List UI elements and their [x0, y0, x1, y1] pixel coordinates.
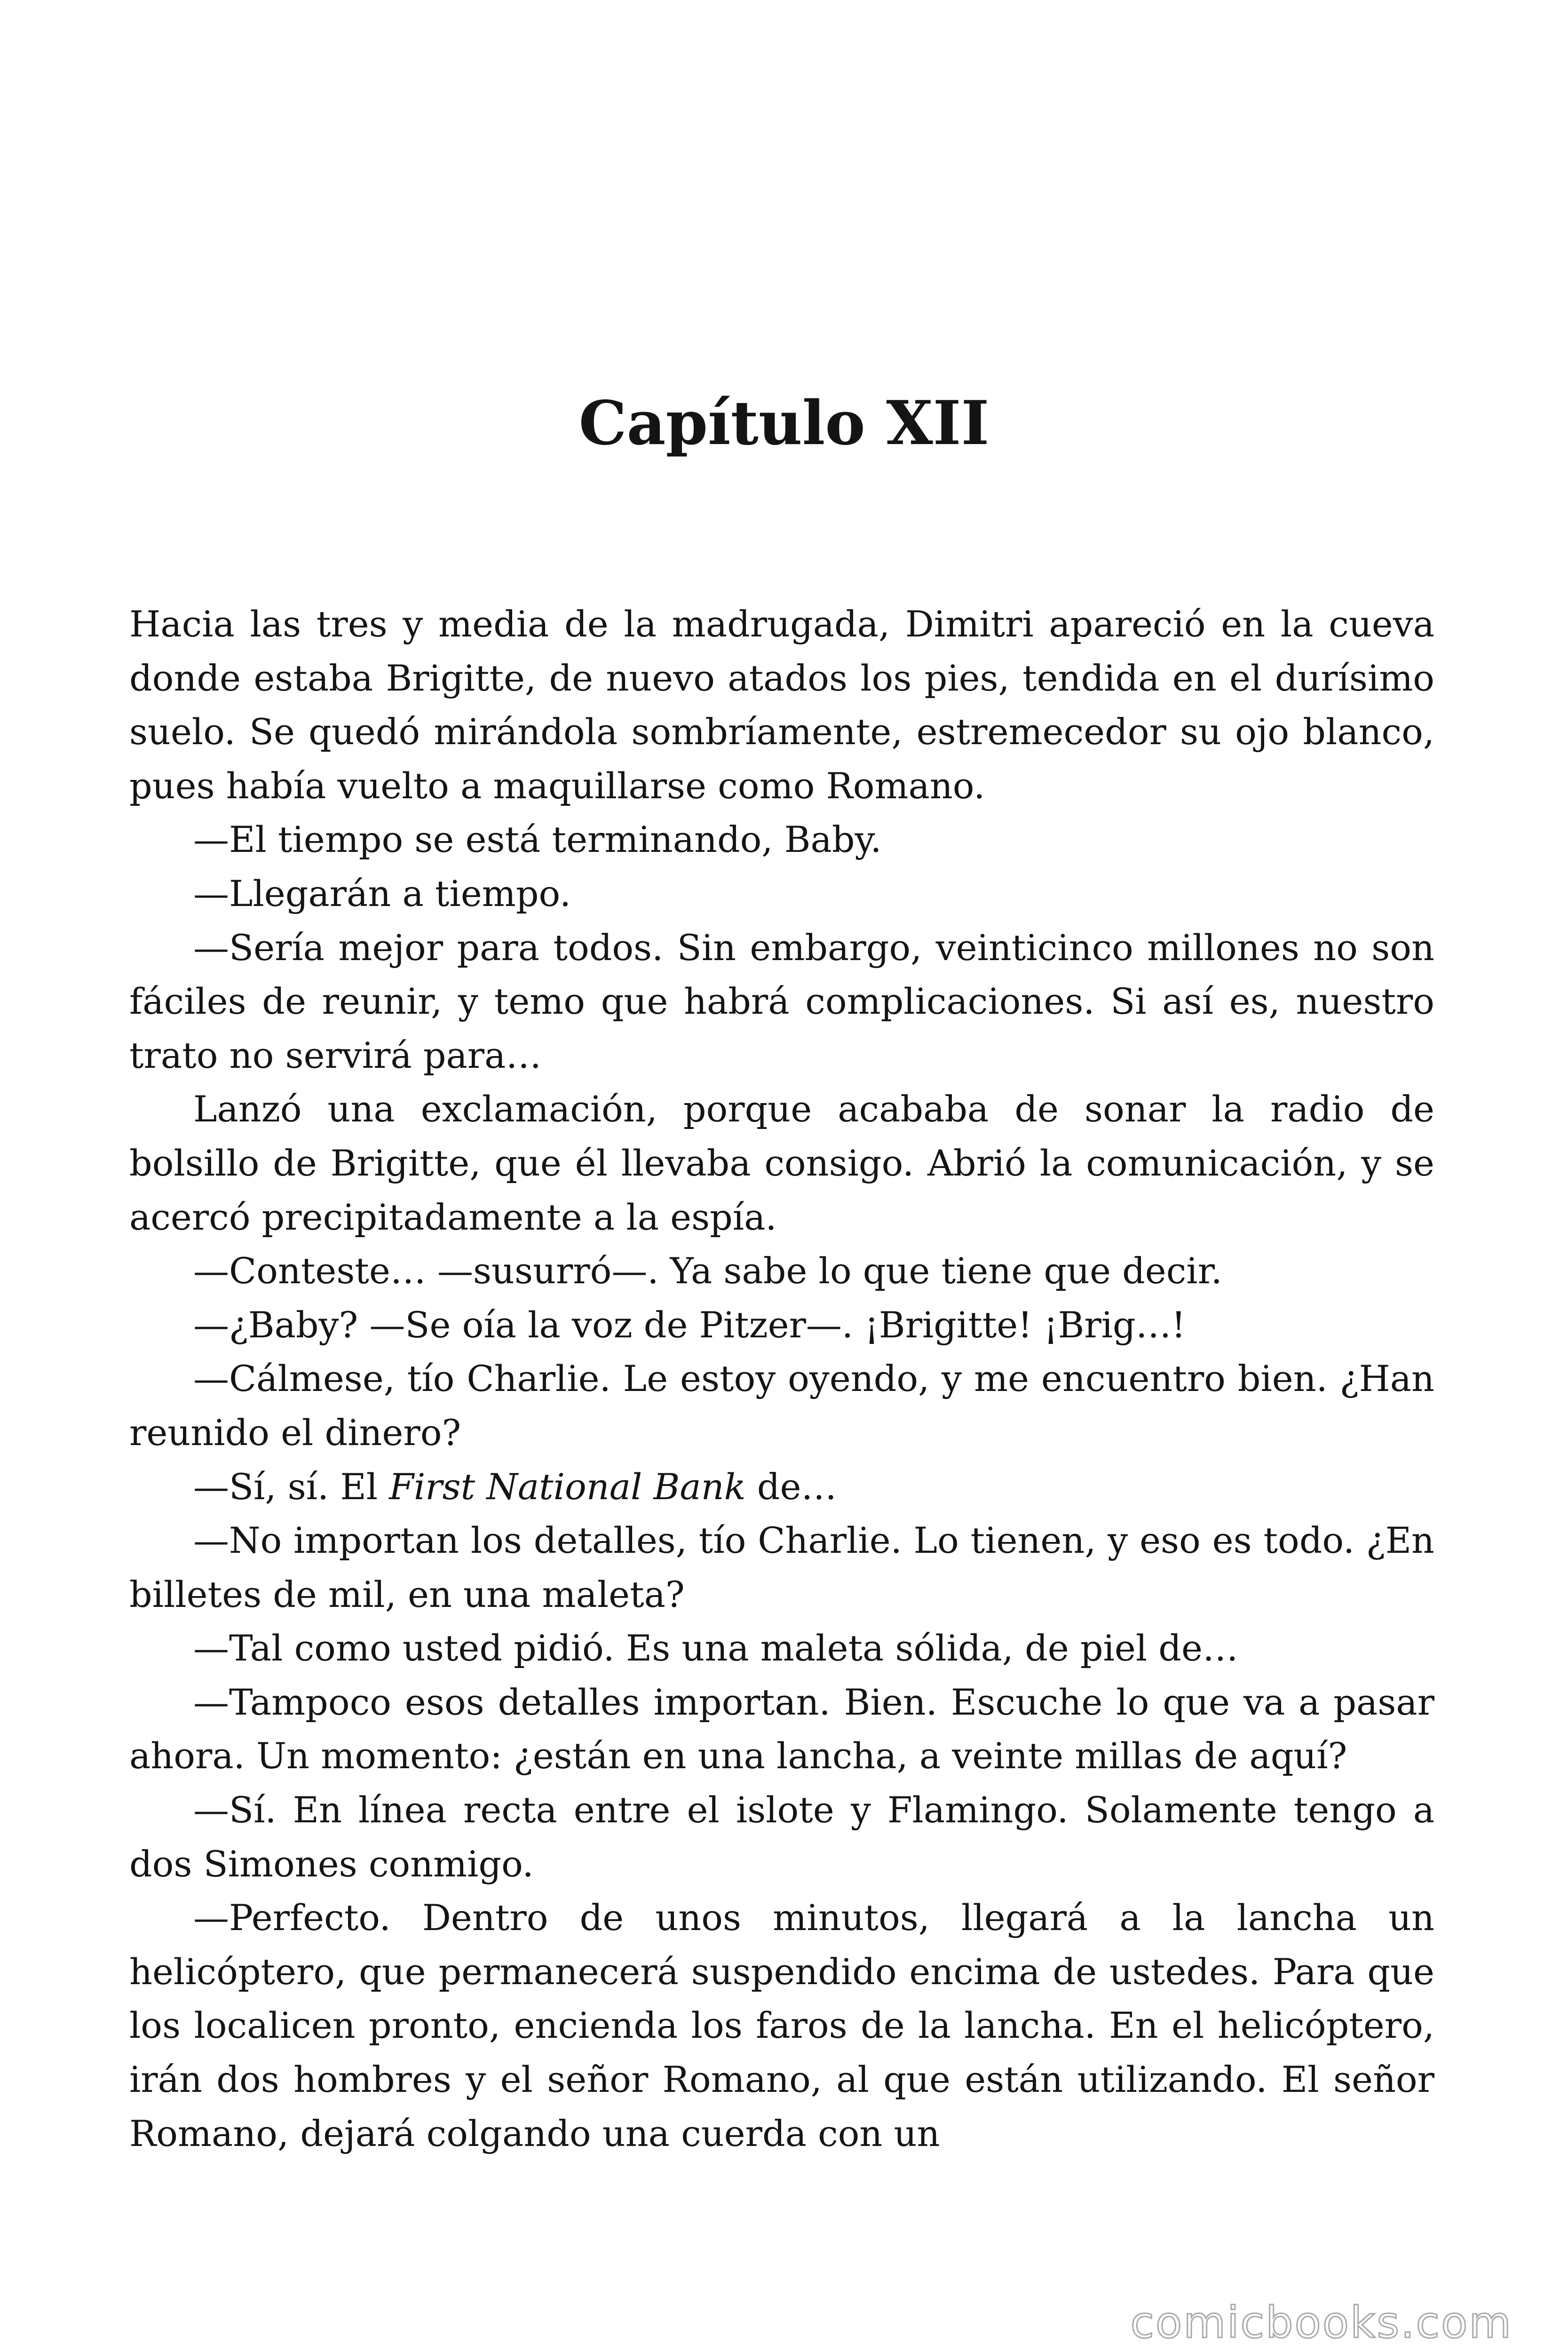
paragraph: Lanzó una exclamación, porque acababa de sonar la radio de bolsillo de Brigitte, que él llevaba consigo. Abrió la comunicación, y se acercó precipitadamente a la espía.: [129, 1088, 1434, 1238]
chapter-title: Capítulo XII: [578, 388, 990, 459]
paragraph: [129, 1460, 1434, 1514]
paragraph: —El tiempo se está terminando, Baby.: [193, 818, 882, 861]
paragraph: —Cálmese, tío Charlie. Le estoy oyendo, y me encuentro bien. ¿Han reunido el dinero?: [129, 1358, 1434, 1454]
paragraph: —Llegarán a tiempo.: [193, 872, 571, 914]
paragraph: Hacia las tres y media de la madrugada, Dimitri apareció en la cueva donde estaba Brigitte, de nuevo atados los pies, tendida en el durísimo suelo. Se quedó mirándola sombríamente, estremecedor su ojo blanco, pues había vuelto a maquillarse como Romano.: [129, 603, 1434, 807]
paragraph: —Tampoco esos detalles importan. Bien. Escuche lo que va a pasar ahora. Un momento: ¿están en una lancha, a veinte millas de aquí?: [129, 1681, 1434, 1777]
paragraph-text: de…: [745, 1465, 837, 1508]
paragraph: —¿Baby? —Se oía la voz de Pitzer—. ¡Brigitte! ¡Brig…!: [193, 1303, 1186, 1346]
paragraph: —Sí. En línea recta entre el islote y Flamingo. Solamente tengo a dos Simones conmigo.: [129, 1789, 1434, 1885]
paragraph: —No importan los detalles, tío Charlie. Lo tienen, y eso es todo. ¿En billetes de mil, en una maleta?: [129, 1519, 1434, 1615]
bank-name-italic: First National Bank: [389, 1465, 746, 1508]
paragraph: —Conteste… —susurró—. Ya sabe lo que tiene que decir.: [193, 1250, 1222, 1292]
paragraph: —Sería mejor para todos. Sin embargo, veinticinco millones no son fáciles de reunir, y temo que habrá complicaciones. Si así es, nuestro trato no servirá para…: [129, 926, 1434, 1076]
watermark: comicbooks.com: [1130, 2297, 1513, 2348]
paragraph: —Perfecto. Dentro de unos minutos, llegará a la lancha un helicóptero, que permanecerá suspendido encima de ustedes. Para que los localicen pronto, encienda los faros de la lancha. En el helicóptero, irán dos hombres y el señor Romano, al que están utilizando. El señor Romano, dejará colgando una cuerda con un: [129, 1897, 1434, 2154]
paragraph: —Tal como usted pidió. Es una maleta sólida, de piel de…: [193, 1627, 1238, 1669]
chapter-body: [129, 597, 1434, 2161]
paragraph-text: —Sí, sí. El: [193, 1465, 389, 1508]
